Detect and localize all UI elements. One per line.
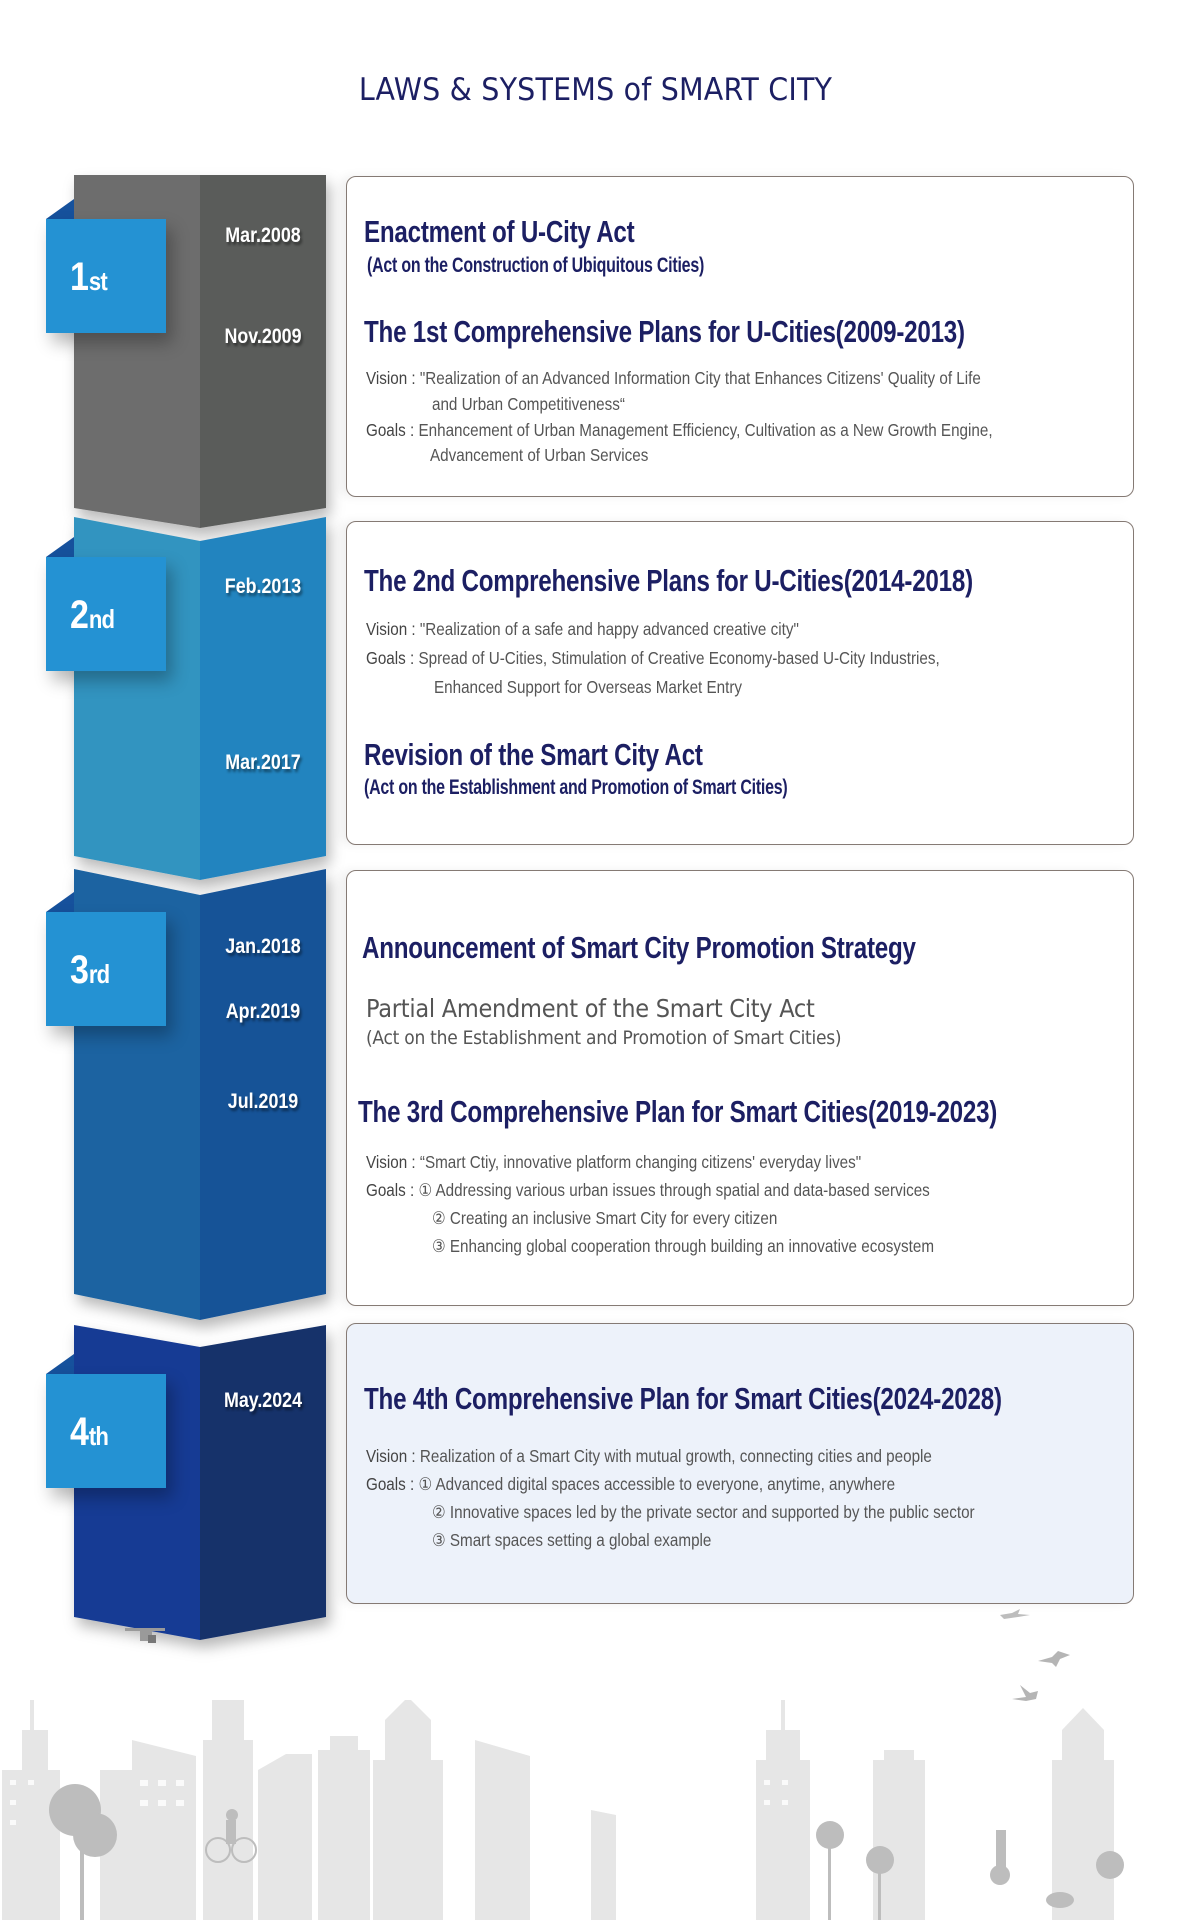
entry-title: Announcement of Smart City Promotion Strategy: [362, 930, 916, 965]
phase-4-badge: 4 th: [46, 1374, 166, 1488]
page-title: LAWS & SYSTEMS of SMART CITY: [358, 72, 833, 108]
goals-text-cont: ③ Smart spaces setting a global example: [432, 1530, 712, 1550]
birds-icon: [990, 1605, 1100, 1715]
drone-icon: [125, 1628, 165, 1643]
vision-text: Vision : Realization of a Smart City with mutual growth, connecting cities and people: [366, 1446, 932, 1466]
city-skyline-illustration: [0, 1700, 1191, 1920]
goals-text: Goals : ① Advanced digital spaces accessible to everyone, anytime, anywhere: [366, 1474, 896, 1494]
goals-text-cont: ② Innovative spaces led by the private sector and supported by the public sector: [432, 1502, 975, 1522]
date-label: Nov.2009: [224, 325, 302, 348]
vision-text: Vision : "Realization of an Advanced Information City that Enhances Citizens' Quality of Life: [366, 368, 981, 388]
entry-title: The 1st Comprehensive Plans for U-Cities(2009-2013): [364, 314, 965, 349]
phase-1-badge: 1 st: [46, 219, 166, 333]
phase-3-badge: 3 rd: [46, 912, 166, 1026]
goals-text-cont: ② Creating an inclusive Smart City for every citizen: [432, 1208, 778, 1228]
goals-text-cont: Advancement of Urban Services: [430, 445, 649, 465]
date-label: Apr.2019: [225, 1000, 301, 1023]
goals-text: Goals : ① Addressing various urban issues through spatial and data-based services: [366, 1180, 930, 1200]
vision-text-cont: and Urban Competitiveness“: [432, 394, 625, 414]
date-label: Jan.2018: [225, 935, 301, 958]
date-label: Feb.2013: [224, 575, 302, 598]
entry-subtitle: (Act on the Establishment and Promotion of Smart Cities): [364, 776, 788, 799]
entry-title: Revision of the Smart City Act: [364, 737, 703, 772]
entry-title: The 3rd Comprehensive Plan for Smart Cities(2019-2023): [358, 1094, 998, 1129]
entry-subtitle: (Act on the Establishment and Promotion of Smart Cities): [366, 1027, 842, 1049]
vision-text: Vision : "Realization of a safe and happy advanced creative city": [366, 619, 799, 639]
entry-title: The 2nd Comprehensive Plans for U-Cities(2014-2018): [364, 563, 973, 598]
entry-subtitle: (Act on the Construction of Ubiquitous Cities): [367, 254, 705, 277]
goals-text-cont: ③ Enhancing global cooperation through building an innovative ecosystem: [432, 1236, 935, 1256]
goals-text: Goals : Enhancement of Urban Management Efficiency, Cultivation as a New Growth Engine,: [366, 420, 993, 440]
vision-text: Vision : “Smart Ctiy, innovative platform changing citizens' everyday lives": [366, 1152, 862, 1172]
phase-2-badge: 2 nd: [46, 557, 166, 671]
entry-title: Enactment of U-City Act: [364, 214, 635, 249]
goals-text: Goals : Spread of U-Cities, Stimulation of Creative Economy-based U-City Industries,: [366, 648, 940, 668]
date-label: Mar.2008: [225, 224, 301, 247]
entry-title: Partial Amendment of the Smart City Act: [366, 994, 815, 1023]
entry-title: The 4th Comprehensive Plan for Smart Cities(2024-2028): [364, 1381, 1002, 1416]
date-label: Mar.2017: [225, 751, 301, 774]
goals-text-cont: Enhanced Support for Overseas Market Entry: [434, 677, 743, 697]
date-label: Jul.2019: [227, 1090, 299, 1113]
date-label: May.2024: [223, 1389, 303, 1412]
